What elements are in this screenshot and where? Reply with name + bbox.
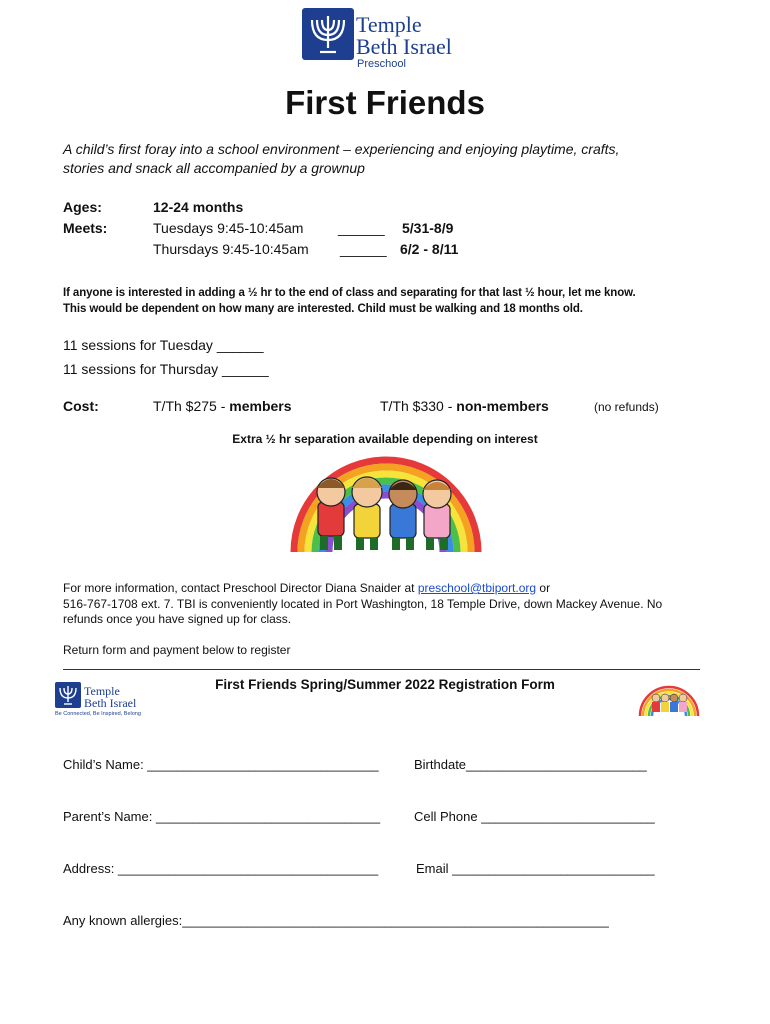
logo-line1: Temple bbox=[356, 12, 422, 37]
cost-nonmembers-price: T/Th $330 - bbox=[380, 398, 457, 414]
contact-line1 bbox=[63, 581, 550, 595]
cost-members bbox=[153, 398, 292, 414]
kid-1 bbox=[317, 478, 345, 536]
kid-2 bbox=[352, 477, 382, 538]
cost-nonmembers bbox=[380, 398, 549, 414]
thursday-dates: 6/2 - 8/11 bbox=[400, 241, 459, 257]
thursday-time: Thursdays 9:45-10:45am bbox=[153, 241, 309, 257]
logo-subtitle: Preschool bbox=[357, 58, 406, 70]
page-title: First Friends bbox=[285, 84, 485, 121]
note-line1: If anyone is interested in adding a ½ hr to the end of class and separating for that last ½ hour, let me know. bbox=[63, 287, 636, 299]
no-refunds: (no refunds) bbox=[594, 400, 659, 414]
tuesday-time: Tuesdays 9:45-10:45am bbox=[153, 220, 304, 236]
intro-line1: A child’s first foray into a school environment – experiencing and enjoying playtime, crafts, bbox=[63, 141, 620, 157]
thursday-blank: ______ bbox=[340, 241, 387, 257]
return-instructions: Return form and payment below to register bbox=[63, 643, 291, 657]
temple-logo bbox=[300, 6, 470, 72]
tuesday-dates: 5/31-8/9 bbox=[402, 220, 454, 236]
contact-line2: 516-767-1708 ext. 7. TBI is conveniently located in Port Washington, 18 Temple Drive, down Mackey Avenue. No bbox=[63, 597, 663, 611]
cut-line bbox=[63, 669, 700, 670]
meets-label: Meets: bbox=[63, 220, 108, 236]
cost-nonmembers-label: non-members bbox=[456, 398, 549, 414]
note-line2: This would be dependent on how many are interested. Child must be walking and 18 months old. bbox=[63, 303, 583, 315]
contact-line3: refunds once you have signed up for class. bbox=[63, 612, 292, 626]
form-logo-line1: Temple bbox=[84, 684, 120, 698]
tuesday-blank: ______ bbox=[338, 220, 385, 236]
kid-3 bbox=[389, 480, 417, 538]
kid-4 bbox=[423, 480, 451, 538]
form-logo-tagline: Be Connected, Be Inspired, Belong bbox=[55, 711, 141, 717]
cell-phone-field[interactable]: Cell Phone ________________________ bbox=[414, 809, 655, 824]
cost-members-price: T/Th $275 - bbox=[153, 398, 230, 414]
cost-members-label: members bbox=[229, 398, 292, 414]
email-link[interactable]: preschool@tbiport.org bbox=[417, 581, 537, 595]
extra-separation: Extra ½ hr separation available depending on interest bbox=[232, 432, 538, 446]
birthdate-field[interactable]: Birthdate_________________________ bbox=[414, 757, 647, 772]
form-logo-line2: Beth Israel bbox=[84, 696, 137, 710]
ages-label: Ages: bbox=[63, 199, 102, 215]
contact-suffix: or bbox=[536, 581, 551, 595]
parent-name-field[interactable]: Parent’s Name: _______________________________ bbox=[63, 809, 381, 824]
sessions-tuesday: 11 sessions for Tuesday ______ bbox=[63, 337, 264, 353]
address-field[interactable]: Address: ____________________________________ bbox=[63, 861, 379, 876]
form-title: First Friends Spring/Summer 2022 Registration Form bbox=[215, 677, 555, 692]
contact-prefix: For more information, contact Preschool Director Diana Snaider at bbox=[63, 581, 418, 595]
allergies-field[interactable]: Any known allergies:___________________________________________________________ bbox=[63, 913, 609, 928]
logo-line2: Beth Israel bbox=[356, 34, 452, 59]
ages-value: 12-24 months bbox=[153, 199, 244, 215]
cost-label: Cost: bbox=[63, 398, 99, 414]
kids-rainbow-illustration bbox=[286, 452, 486, 562]
email-field[interactable]: Email ____________________________ bbox=[416, 861, 655, 876]
child-name-field[interactable]: Child’s Name: ________________________________ bbox=[63, 757, 379, 772]
intro-line2: stories and snack all accompanied by a grownup bbox=[63, 160, 365, 176]
kids-rainbow-thumbnail bbox=[638, 684, 700, 718]
menorah-icon bbox=[302, 8, 354, 60]
sessions-thursday: 11 sessions for Thursday ______ bbox=[63, 361, 269, 377]
